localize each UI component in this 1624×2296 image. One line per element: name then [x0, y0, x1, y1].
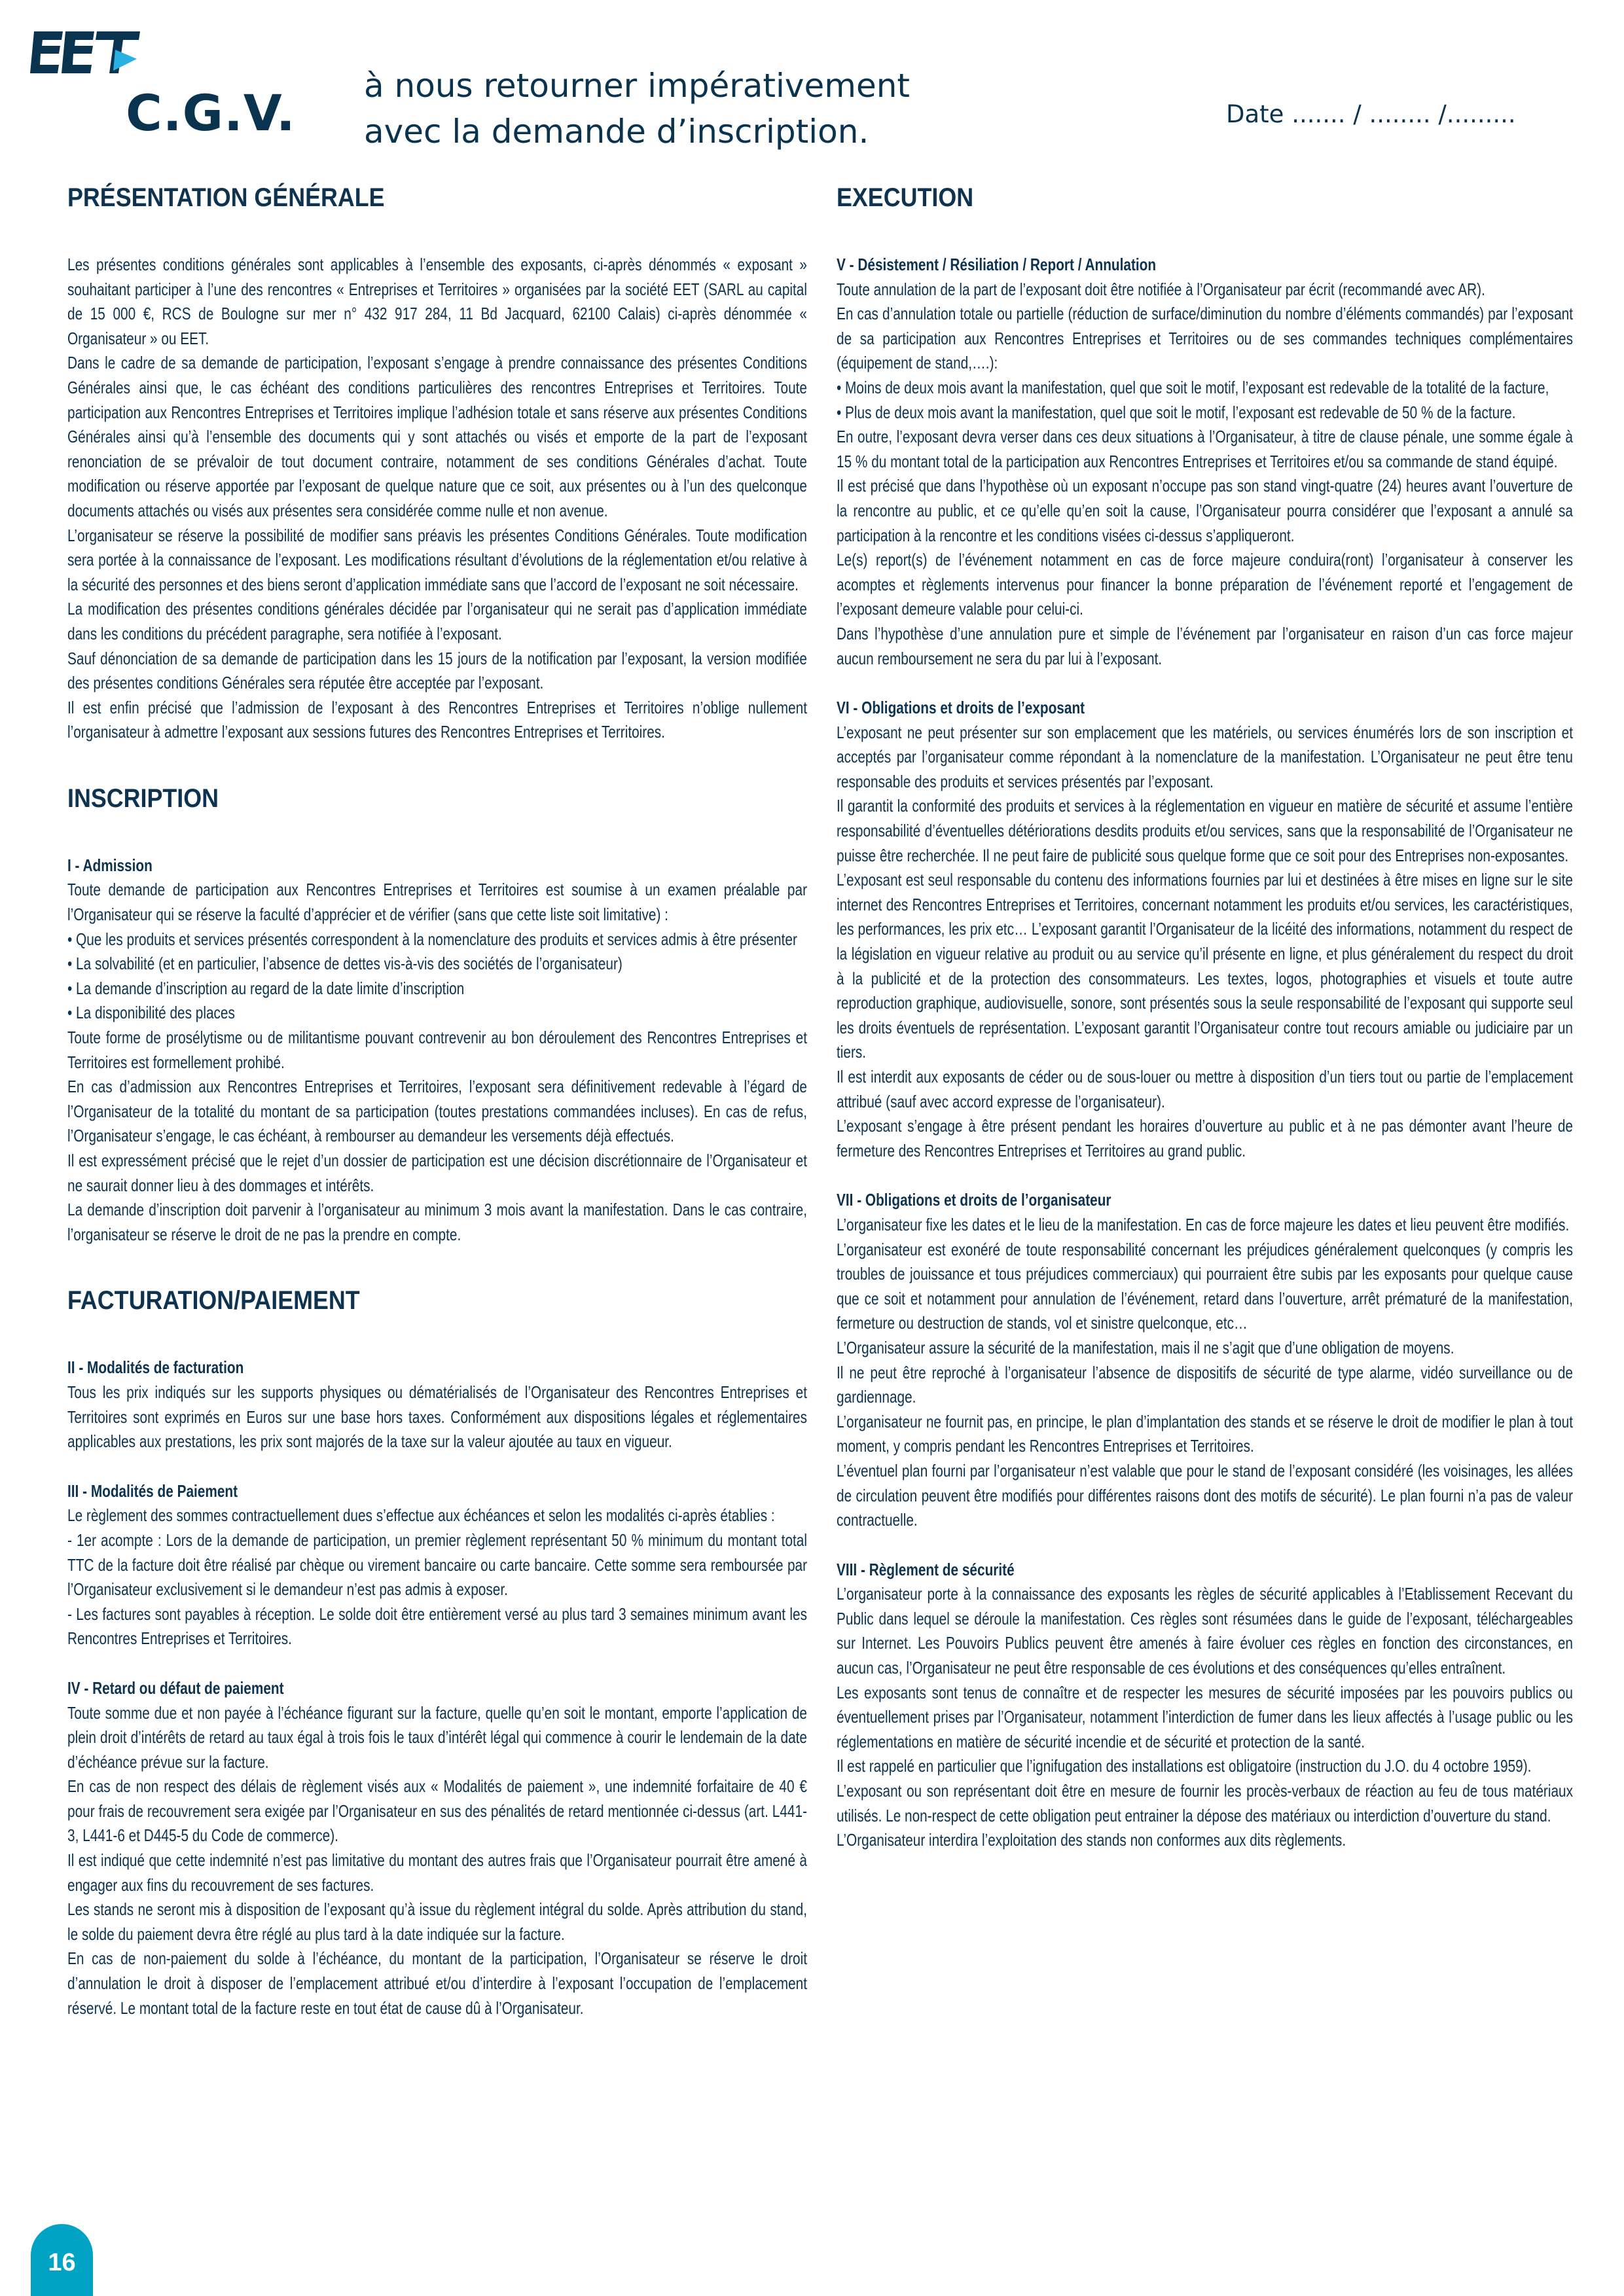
- paragraph: Il est indiqué que cette indemnité n’est pas limitative du montant des autres frais que l’Organisateur pourrait être amené à engager aux fins du recouvrement de ses factures.: [67, 1850, 807, 1895]
- paragraph: La modification des présentes conditions générales décidée par l’organisateur qui ne serait pas d’application immédiate dans les conditions du précédent paragraphe, sera notifiée à l’exposant.: [67, 599, 807, 643]
- sub-heading-obligations-exposant: VI - Obligations et droits de l’exposant: [837, 698, 1085, 718]
- paragraph: Le(s) report(s) de l’événement notamment en cas de force majeure conduira(ront) l’organisateur à conserver les acomptes et règlements intervenus pour financer la bonne préparation de l’événement reporté et l’engagement de l’exposant demeure valable pour celui-ci.: [837, 550, 1573, 619]
- paragraph: Toute annulation de la part de l’exposant doit être notifiée à l’Organisateur par écrit (recommandé avec AR).: [837, 279, 1485, 299]
- sub-heading-admission: I - Admission: [67, 855, 153, 875]
- paragraph: Toute somme due et non payée à l’échéance figurant sur la facture, quelle qu’en soit le montant, emporte l’application de plein droit d’intérêts de retard au taux égal à trois fois le taux d’intérêt légal qui commence à courir le lendemain de la date d’échéance prévue sur la facture.: [67, 1702, 807, 1772]
- paragraph: Dans le cadre de sa demande de participation, l’exposant s’engage à prendre connaissance des présentes Conditions Générales ainsi que, le cas échéant des conditions particulières des rencontres Entreprises et Territoires. Toute participation aux Rencontres Entreprises et Territoires implique l’adhésion totale et sans réserve aux présentes Conditions Générales ainsi qu’à l’ensemble des documents qui y sont attachés ou visés et emporte de la part de l’exposant renonciation de se prévaloir de tout document contraire, notamment de ses conditions Générales d’achat. Toute modification ou réserve apportée par l’exposant de quelque nature que ce soit, aux présentes ou à l’un des quelconque documents attachés ou visés aux présentes sera considérée comme nulle et non avenue.: [67, 353, 807, 520]
- sub-heading-desistement: V - Désistement / Résiliation / Report / Annulation: [837, 255, 1157, 274]
- paragraph: Dans l’hypothèse d’une annulation pure et simple de l’événement par l’organisateur en raison d’un cas force majeur aucun remboursement ne sera du par lui à l’exposant.: [837, 623, 1573, 668]
- paragraph: Il est précisé que dans l’hypothèse où un exposant n’occupe pas son stand vingt-quatre (24) heures avant l’ouverture de la rencontre au public, et ce qu’elle qu’en soit la cause, l’Organisateur pourra considérer que l’exposant a annulé sa participation à la rencontre et les conditions visées ci-dessus s’appliqueront.: [837, 476, 1573, 545]
- page-number-tab: [31, 2224, 93, 2296]
- paragraph: L’Organisateur assure la sécurité de la manifestation, mais il ne s’agit que d’une obligation de moyens.: [837, 1337, 1454, 1357]
- paragraph: Il garantit la conformité des produits et services à la réglementation en vigueur en matière de sécurité et assume l’entière responsabilité d’éventuelles détériorations desdits produits et/ou services, sans que la responsabilité de l’Organisateur ne puisse être recherchée. Il ne peut faire de publicité sous quelque forme que ce soit pour des Entreprises non-exposantes.: [837, 796, 1573, 865]
- admission-body: [67, 878, 807, 1247]
- list-item: • La solvabilité (et en particulier, l’absence de dettes vis-à-vis des sociétés de l’organisateur): [67, 954, 623, 974]
- section-heading-inscription: INSCRIPTION: [67, 783, 219, 813]
- paragraph: Les stands ne seront mis à disposition de l’exposant qu’à issue du règlement intégral du solde. Après attribution du stand, le solde du paiement devra être réglé au plus tard à la date indiquée sur la facture.: [67, 1899, 807, 1944]
- left-column: [67, 181, 807, 2255]
- eet-logo-icon: [30, 31, 141, 73]
- paragraph: Toute demande de participation aux Rencontres Entreprises et Territoires est soumise à un examen préalable par l’Organisateur qui se réserve la faculté d’apprécier et de vérifier (sans que cette liste soit limitative) :: [67, 880, 807, 925]
- sub-heading-modalites-facturation: II - Modalités de facturation: [67, 1357, 244, 1378]
- sub-heading-obligations-organisateur: VII - Obligations et droits de l’organisateur: [837, 1190, 1111, 1210]
- paragraph: L’exposant est seul responsable du contenu des informations fournies par lui et destinées à être mises en ligne sur le site internet des Rencontres Entreprises et Territoires, concernant notamment les produits et/ou services, les caractéristiques, les performances, les prix etc… L’exposant garantit l’Organisateur de la licéité des informations, notamment du respect de la législation en vigueur relative au produit ou au service qu’il présente en ligne, et plus généralement du respect du droit à la publicité et de la protection des consommateurs. Les textes, logos, photographies et visuels et toute autre reproduction graphique, audiovisuelle, sonore, sont présentés sous la seule responsabilité de l’exposant qui supporte seul les droits éventuels de représentation. L’exposant garantit l’Organisateur contre tout recours amiable ou judiciaire par un tiers.: [837, 870, 1573, 1062]
- paragraph: L’organisateur porte à la connaissance des exposants les règles de sécurité applicables à l’Etablissement Recevant du Public dans lequel se déroule la manifestation. Ces règles sont résumées dans le guide de l’exposant, téléchargeables sur Internet. Les Pouvoirs Publics peuvent être amenés à faire évoluer ces règles en fonction des circonstances, en aucun cas, l’Organisateur ne peut être responsable de ces évolutions et des conséquences qu’elles entraînent.: [837, 1584, 1573, 1678]
- paragraph: En cas de non-paiement du solde à l’échéance, du montant de la participation, l’Organisateur se réserve le droit d’annulation le droit à disposer de l’emplacement attribué et/ou d’interdire à l’exposant l’occupation de l’emplacement réservé. Le montant total de la facture reste en tout état de cause dû à l’Organisateur.: [67, 1948, 807, 2018]
- paragraph: Tous les prix indiqués sur les supports physiques ou dématérialisés de l’Organisateur des Rencontres Entreprises et Territoires sont exprimés en Euros sur une base hors taxes. Conformément aux dispositions légales et réglementaires applicables aux prestations, les prix sont majorés de la taxe sur la valeur ajoutée au taux en vigueur.: [67, 1382, 807, 1452]
- sub-heading-retard: IV - Retard ou défaut de paiement: [67, 1677, 284, 1698]
- page-title: C.G.V.: [126, 84, 296, 142]
- paragraph: La demande d’inscription doit parvenir à l’organisateur au minimum 3 mois avant la manifestation. Dans le cas contraire, l’organisateur se réserve le droit de ne pas la prendre en compte.: [67, 1200, 807, 1244]
- paragraph: Le règlement des sommes contractuellement dues s’effectue aux échéances et selon les modalités ci-après établies :: [67, 1505, 775, 1526]
- paragraph: L’exposant ne peut présenter sur son emplacement que les matériels, ou services énumérés lors de son inscription et acceptés par l’organisateur comme répondant à la nomenclature de la manifestation. L’Organisateur ne peut être tenu responsable des produits et services présentés par l’exposant.: [837, 722, 1573, 791]
- paragraph: L’organisateur fixe les dates et le lieu de la manifestation. En cas de force majeure les dates et lieu peuvent être modifiés.: [837, 1214, 1570, 1234]
- paragraph: L’organisateur est exonéré de toute responsabilité concernant les préjudices généralement quelconques (y compris les troubles de jouissance et tous préjudices commerciaux) qui pourraient être subis par les exposants pour quelque cause que ce soit et notamment pour annulation de l’événement, retard dans l’ouverture, arrêt prématuré de la manifestation, fermeture ou destruction de stands, vol et sinistre quelconque, etc…: [837, 1239, 1573, 1333]
- paragraph: Il est interdit aux exposants de céder ou de sous-louer ou mettre à disposition d’un tiers tout ou partie de l’emplacement attribué (sauf avec accord expresse de l’organisateur).: [837, 1067, 1573, 1111]
- paragraph: L’exposant s’engage à être présent pendant les horaires d’ouverture au public et à ne pas démonter avant l’heure de fermeture des Rencontres Entreprises et Territoires au grand public.: [837, 1116, 1573, 1160]
- section-heading-facturation: FACTURATION/PAIEMENT: [67, 1286, 360, 1316]
- paragraph: Les exposants sont tenus de connaître et de respecter les mesures de sécurité imposées par les pouvoirs publics ou éventuellement prises par l’Organisateur, notamment l’interdiction de fumer dans les lieux affectés à l’usage public ou les réglementations en matière de sécurité incendie et de sécurité et protection de la santé.: [837, 1682, 1573, 1751]
- header-subtitle: [364, 63, 910, 154]
- list-item: • La disponibilité des places: [67, 1003, 235, 1023]
- list-item: • Que les produits et services présentés correspondent à la nomenclature des produits et services admis à être présenter: [67, 929, 797, 949]
- sub-heading-securite: VIII - Règlement de sécurité: [837, 1559, 1015, 1579]
- paragraph: En cas de non respect des délais de règlement visés aux « Modalités de paiement », une indemnité forfaitaire de 40 € pour frais de recouvrement sera exigée par l’Organisateur en sus des pénalités de retard mentionnée ci-dessus (art. L441-3, L441-6 et D445-5 du Code de commerce).: [67, 1776, 807, 1846]
- subtitle-line: avec la demande d’inscription.: [364, 113, 869, 151]
- sub-heading-modalites-paiement: III - Modalités de Paiement: [67, 1480, 238, 1501]
- presentation-body: [67, 253, 807, 745]
- paragraph: L’exposant ou son représentant doit être en mesure de fournir les procès-verbaux de réaction au feu de tous matériaux utilisés. Le non-respect de cette obligation peut entrainer la dépose des matériaux ou interdiction d’ouverture du stand.: [837, 1781, 1573, 1825]
- list-item: • Moins de deux mois avant la manifestation, quel que soit le motif, l’exposant est redevable de la totalité de la facture,: [837, 377, 1549, 397]
- paragraph: Toute forme de prosélytisme ou de militantisme pouvant contrevenir au bon déroulement des Rencontres Entreprises et Territoires est formellement prohibé.: [67, 1028, 807, 1072]
- paragraph: Il est expressément précisé que le rejet d’un dossier de participation est une décision discrétionnaire de l’Organisateur et ne saurait donner lieu à des dommages et intérêts.: [67, 1151, 807, 1195]
- paragraph: L’organisateur ne fournit pas, en principe, le plan d’implantation des stands et se réserve le droit de modifier le plan à tout moment, y compris pendant les Rencontres Entreprises et Territoires.: [837, 1411, 1573, 1456]
- paragraph: L’éventuel plan fourni par l’organisateur n’est valable que pour le stand de l’exposant considéré (les voisinages, les allées de circulation peuvent être modifiés pour différentes raisons dont des motifs de sécurité). Le plan fourni n’a pas de valeur contractuelle.: [837, 1460, 1573, 1530]
- paragraph: - 1er acompte : Lors de la demande de participation, un premier règlement représentant 50 % minimum du montant total TTC de la facture doit être réalisé par chèque ou virement bancaire ou carte bancaire. Cette somme sera remboursée par l’Organisateur exclusivement si le demandeur n’est pas admis à exposer.: [67, 1530, 807, 1600]
- right-column: [837, 181, 1573, 2255]
- paragraph: En outre, l’exposant devra verser dans ces deux situations à l’Organisateur, à titre de clause pénale, une somme égale à 15 % du montant total de la participation aux Rencontres Entreprises et Territoires et/ou sa commande de stand équipé.: [837, 427, 1573, 471]
- subtitle-line: à nous retourner impérativement: [364, 67, 911, 105]
- date-field[interactable]: Date ....... / ........ /.........: [1226, 100, 1516, 128]
- paragraph: Les présentes conditions générales sont applicables à l’ensemble des exposants, ci-après dénommés « exposant » souhaitant participer à l’une des rencontres « Entreprises et Territoires » organisées par la société EET (SARL au capital de 15 000 €, RCS de Boulogne sur mer n° 432 917 284, 11 Bd Jacquard, 62100 Calais) ci-après dénommée « Organisateur » ou EET.: [67, 255, 807, 348]
- paragraph: Sauf dénonciation de sa demande de participation dans les 15 jours de la notification par l’exposant, la version modifiée des présentes conditions Générales sera réputée être acceptée par l’exposant.: [67, 648, 807, 693]
- paragraph: Il ne peut être reproché à l’organisateur l’absence de dispositifs de sécurité de type alarme, vidéo surveillance ou de gardiennage.: [837, 1362, 1573, 1407]
- paragraph: En cas d’admission aux Rencontres Entreprises et Territoires, l’exposant sera définitivement redevable à l’égard de l’Organisateur de la totalité du montant de sa participation (toutes prestations commandées incluses). En cas de refus, l’Organisateur s’engage, le cas échéant, à rembourser au demandeur les versements déjà effectués.: [67, 1077, 807, 1146]
- paragraph: L’organisateur se réserve la possibilité de modifier sans préavis les présentes Conditions Générales. Toute modification sera portée à la connaissance de l’exposant. Les modifications résultant d’évolutions de la réglementation et/ou relative à la sécurité des personnes et des biens seront d’application immédiate sans que l’accord de l’exposant ne soit nécessaire.: [67, 525, 807, 594]
- paragraph: Il est enfin précisé que l’admission de l’exposant à des Rencontres Entreprises et Territoires n’oblige nullement l’organisateur à admettre l’exposant aux sessions futures des Rencontres Entreprises et Territoires.: [67, 697, 807, 742]
- paragraph: L’Organisateur interdira l’exploitation des stands non conformes aux dits règlements.: [837, 1830, 1346, 1850]
- list-item: • La demande d’inscription au regard de la date limite d’inscription: [67, 978, 465, 998]
- page-number: 16: [48, 2249, 76, 2276]
- paragraph: Il est rappelé en particulier que l’ignifugation des installations est obligatoire (instruction du J.O. du 4 octobre 1959).: [837, 1756, 1532, 1776]
- list-item: • Plus de deux mois avant la manifestation, quel que soit le motif, l’exposant est redevable de 50 % de la facture.: [837, 402, 1516, 422]
- section-heading-execution: EXECUTION: [837, 183, 974, 212]
- section-heading-presentation: PRÉSENTATION GÉNÉRALE: [67, 183, 385, 212]
- paragraph: En cas d’annulation totale ou partielle (réduction de surface/diminution du nombre d’éléments commandés) par l’exposant de sa participation aux Rencontres Entreprises et Territoires ou de ses commandes techniques complémentaires (équipement de stand,….):: [837, 304, 1573, 373]
- paragraph: - Les factures sont payables à réception. Le solde doit être entièrement versé au plus tard 3 semaines minimum avant les Rencontres Entreprises et Territoires.: [67, 1604, 807, 1649]
